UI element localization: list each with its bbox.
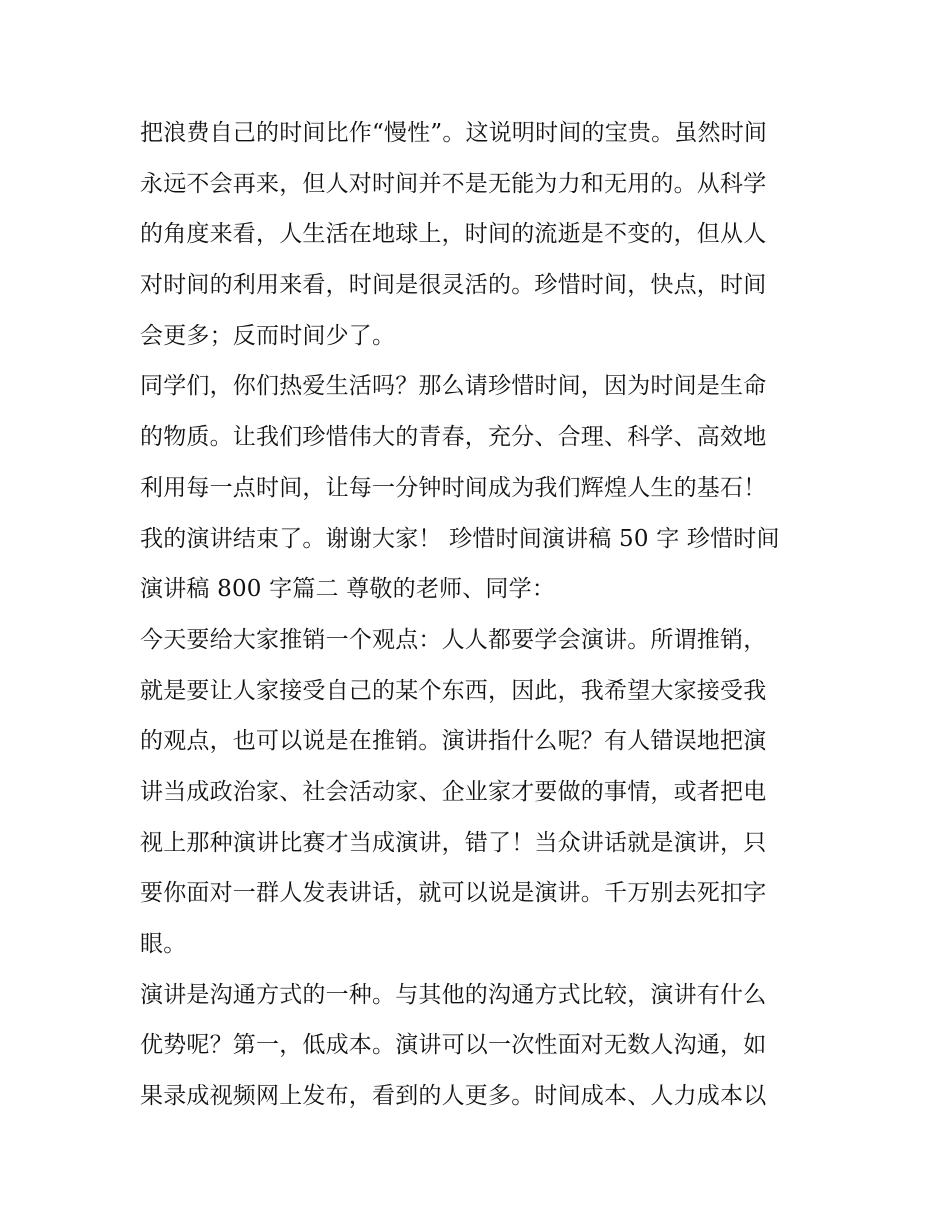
text-line: 的物质。让我们珍惜伟大的青春，充分、合理、科学、高效地 bbox=[140, 424, 767, 451]
text-line: 演讲是沟通方式的一种。与其他的沟通方式比较，演讲有什么 bbox=[140, 981, 767, 1008]
text-line: 会更多；反而时间少了。 bbox=[140, 322, 396, 349]
text-line: 永远不会再来，但人对时间并不是无能为力和无用的。从科学 bbox=[140, 170, 767, 197]
text-line: 视上那种演讲比赛才当成演讲，错了！当众讲话就是演讲，只 bbox=[140, 829, 767, 856]
text-line: 的角度来看，人生活在地球上，时间的流逝是不变的，但从人 bbox=[140, 221, 767, 248]
text-line: 今天要给大家推销一个观点：人人都要学会演讲。所谓推销， bbox=[140, 626, 767, 653]
text-line: 利用每一点时间，让每一分钟时间成为我们辉煌人生的基石！ bbox=[140, 474, 767, 501]
text-line: 就是要让人家接受自己的某个东西，因此，我希望大家接受我 bbox=[140, 677, 767, 704]
text-line: 果录成视频网上发布，看到的人更多。时间成本、人力成本以 bbox=[140, 1083, 767, 1110]
text-line: 的观点，也可以说是在推销。演讲指什么呢？有人错误地把演 bbox=[140, 728, 767, 755]
document-body bbox=[140, 108, 812, 1122]
text-line: 对时间的利用来看，时间是很灵活的。珍惜时间，快点，时间 bbox=[140, 272, 767, 299]
text-line: 同学们，你们热爱生活吗？那么请珍惜时间，因为时间是生命 bbox=[140, 373, 767, 400]
text-line: 演讲稿 800 字篇二 尊敬的老师、同学： bbox=[140, 576, 556, 603]
text-line: 我的演讲结束了。谢谢大家！ 珍惜时间演讲稿 50 字 珍惜时间 bbox=[140, 525, 780, 552]
text-line: 优势呢？第一，低成本。演讲可以一次性面对无数人沟通，如 bbox=[140, 1032, 767, 1059]
text-line: 要你面对一群人发表讲话，就可以说是演讲。千万别去死扣字 bbox=[140, 880, 767, 907]
text-line: 眼。 bbox=[140, 931, 187, 957]
text-line: 讲当成政治家、社会活动家、企业家才要做的事情，或者把电 bbox=[140, 778, 767, 805]
text-line: 把浪费自己的时间比作“慢性”。这说明时间的宝贵。虽然时间 bbox=[140, 120, 768, 146]
